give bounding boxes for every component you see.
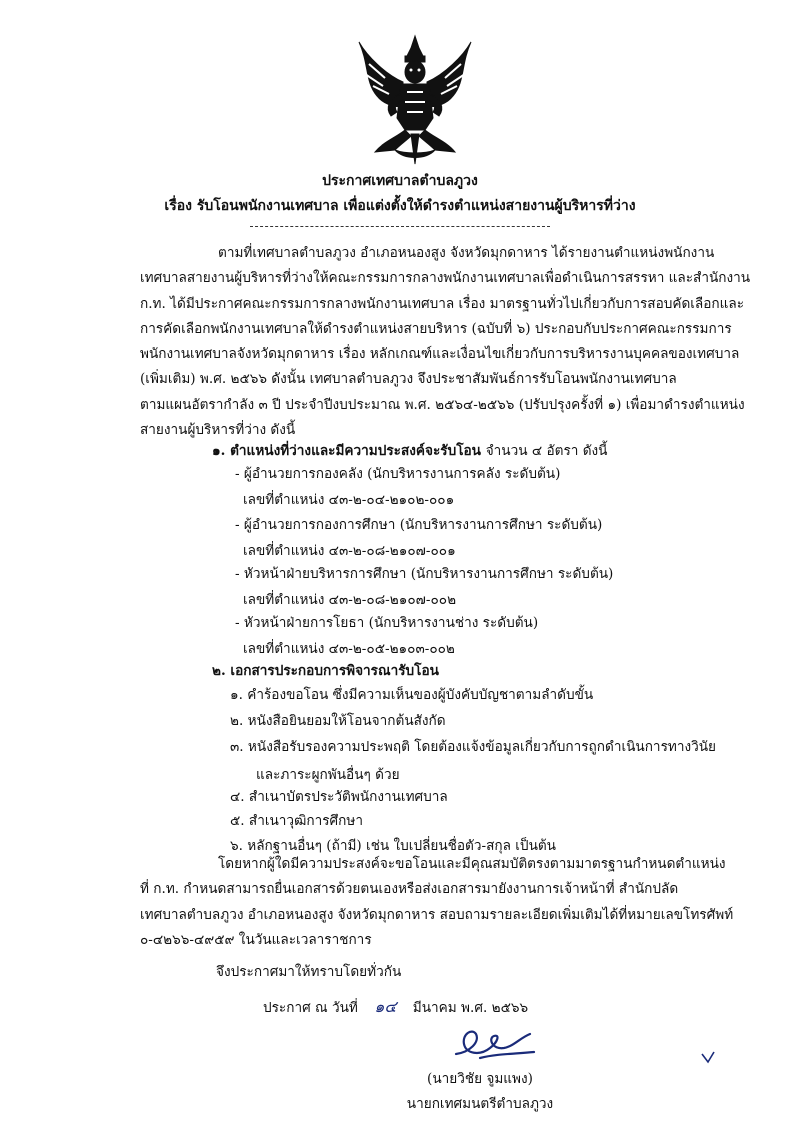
document-item-continuation: และภาระผูกพันอื่นๆ ด้วย [256, 767, 400, 783]
intro-line: เทศบาลสายงานผู้บริหารที่ว่างให้คณะกรรมการกลางพนักงานเทศบาลเพื่อดำเนินการสรรหา และสำนักงาน [140, 270, 751, 287]
contact-line: เทศบาลตำบลภูวง อำเภอหนองสูง จังหวัดมุกดาหาร สอบถามรายละเอียดเพิ่มเติมได้ที่หมายเลขโทรศัพท์ [140, 906, 734, 923]
tick-mark-icon [700, 1050, 716, 1064]
document-item: ๒. หนังสือยินยอมให้โอนจากต้นสังกัด [230, 713, 446, 729]
intro-line: สายงานผู้บริหารที่ว่าง ดังนี้ [140, 422, 296, 439]
position-item [235, 513, 602, 564]
position-item [235, 462, 560, 513]
position-item [235, 562, 613, 613]
garuda-emblem-icon [355, 34, 475, 166]
date-day: ๑๔ [374, 997, 397, 1016]
intro-line: ตามที่เทศบาลตำบลภูวง อำเภอหนองสูง จังหวัดมุกดาหาร ได้รายงานตำแหน่งพนักงาน [218, 245, 715, 261]
intro-line: พนักงานเทศบาลจังหวัดมุกดาหาร เรื่อง หลักเกณฑ์และเงื่อนไขเกี่ยวกับการบริหารงานบุคคลของเทศบาล [140, 346, 740, 363]
document-item: ๖. หลักฐานอื่นๆ (ถ้ามี) เช่น ใบเปลี่ยนชื่อตัว-สกุล เป็นต้น [230, 838, 556, 854]
position-title: - หัวหน้าฝ่ายการโยธา (นักบริหารงานช่าง ระดับต้น) [235, 615, 539, 631]
document-item: ๕. สำเนาวุฒิการศึกษา [230, 813, 363, 829]
contact-line: โดยหากผู้ใดมีความประสงค์จะขอโอนและมีคุณสมบัติตรงตามมาตรฐานกำหนดตำแหน่ง [218, 856, 726, 872]
contact-line: ๐-๔๒๖๖-๔๙๕๙ ในวันและเวลาราชการ [140, 931, 372, 948]
section1-count: จำนวน ๔ อัตรา ดังนี้ [485, 443, 608, 459]
position-title: - ผู้อำนวยการกองการศึกษา (นักบริหารงานการศึกษา ระดับต้น) [235, 517, 603, 533]
position-item [235, 611, 538, 662]
signer-name: (นายวิชัย จูมแพง) [427, 1071, 533, 1087]
section2-heading: ๒. เอกสารประกอบการพิจารณารับโอน [212, 663, 439, 679]
contact-line: ที่ ก.ท. กำหนดสามารถยื่นเอกสารด้วยตนเองหรือส่งเอกสารมายังงานการเจ้าหน้าที่ สำนักปลัด [140, 881, 679, 898]
intro-line: ตามแผนอัตรากำลัง ๓ ปี ประจำปีงบประมาณ พ.ศ. ๒๕๖๔-๒๕๖๖ (ปรับปรุงครั้งที่ ๑) เพื่อมาดำรงตำแหน่ง [140, 396, 745, 413]
date-prefix: ประกาศ ณ วันที่ [263, 1000, 358, 1016]
signer-title: นายกเทศมนตรีตำบลภูวง [406, 1096, 554, 1112]
position-number: เลขที่ตำแหน่ง ๔๓-๒-๐๔-๒๑๐๒-๐๐๑ [243, 491, 455, 508]
closing-statement: จึงประกาศมาให้ทราบโดยทั่วกัน [216, 964, 402, 980]
position-title: - ผู้อำนวยการกองคลัง (นักบริหารงานการคลัง ระดับต้น) [235, 466, 561, 482]
position-title: - หัวหน้าฝ่ายบริหารการศึกษา (นักบริหารงานการศึกษา ระดับต้น) [235, 566, 614, 582]
contact-paragraph [140, 852, 734, 953]
divider [250, 226, 550, 227]
document-item-text: ๓. หนังสือรับรองความประพฤติ โดยต้องแจ้งข้อมูลเกี่ยวกับการถูกดำเนินการทางวินัย [230, 739, 716, 755]
document-item: ๔. สำเนาบัตรประวัติพนักงานเทศบาล [230, 789, 448, 805]
announcement-title: ประกาศเทศบาลตำบลภูวง [322, 173, 478, 189]
position-number: เลขที่ตำแหน่ง ๔๓-๒-๐๘-๒๑๐๗-๐๐๒ [243, 591, 457, 608]
intro-line: ก.ท. ได้มีประกาศคณะกรรมการกลางพนักงานเทศบาล เรื่อง มาตรฐานทั่วไปเกี่ยวกับการสอบคัดเลือกและ [140, 295, 745, 312]
date-suffix: มีนาคม พ.ศ. ๒๕๖๖ [412, 1000, 529, 1016]
section1-heading [212, 439, 607, 461]
announcement-subject: เรื่อง รับโอนพนักงานเทศบาล เพื่อแต่งตั้งให้ดำรงตำแหน่งสายงานผู้บริหารที่ว่าง [164, 198, 636, 214]
document-item [230, 735, 716, 785]
intro-paragraph [140, 241, 751, 443]
document-item: ๑. คำร้องขอโอน ซึ่งมีความเห็นของผู้บังคับบัญชาตามลำดับขั้น [230, 687, 594, 703]
section1-heading-text: ๑. ตำแหน่งที่ว่างและมีความประสงค์จะรับโอน [212, 443, 481, 459]
intro-line: (เพิ่มเติม) พ.ศ. ๒๕๖๖ ดังนั้น เทศบาลตำบลภูวง จึงประชาสัมพันธ์การรับโอนพนักงานเทศบาล [140, 371, 677, 388]
announcement-date [263, 995, 528, 1020]
intro-line: การคัดเลือกพนักงานเทศบาลให้ดำรงตำแหน่งสายบริหาร (ฉบับที่ ๖) ประกอบกับประกาศคณะกรรมการ [140, 320, 732, 337]
position-number: เลขที่ตำแหน่ง ๔๓-๒-๐๘-๒๑๐๗-๐๐๑ [243, 542, 456, 559]
position-number: เลขที่ตำแหน่ง ๔๓-๒-๐๕-๒๑๐๓-๐๐๒ [243, 640, 455, 657]
signature-icon [450, 1024, 540, 1064]
